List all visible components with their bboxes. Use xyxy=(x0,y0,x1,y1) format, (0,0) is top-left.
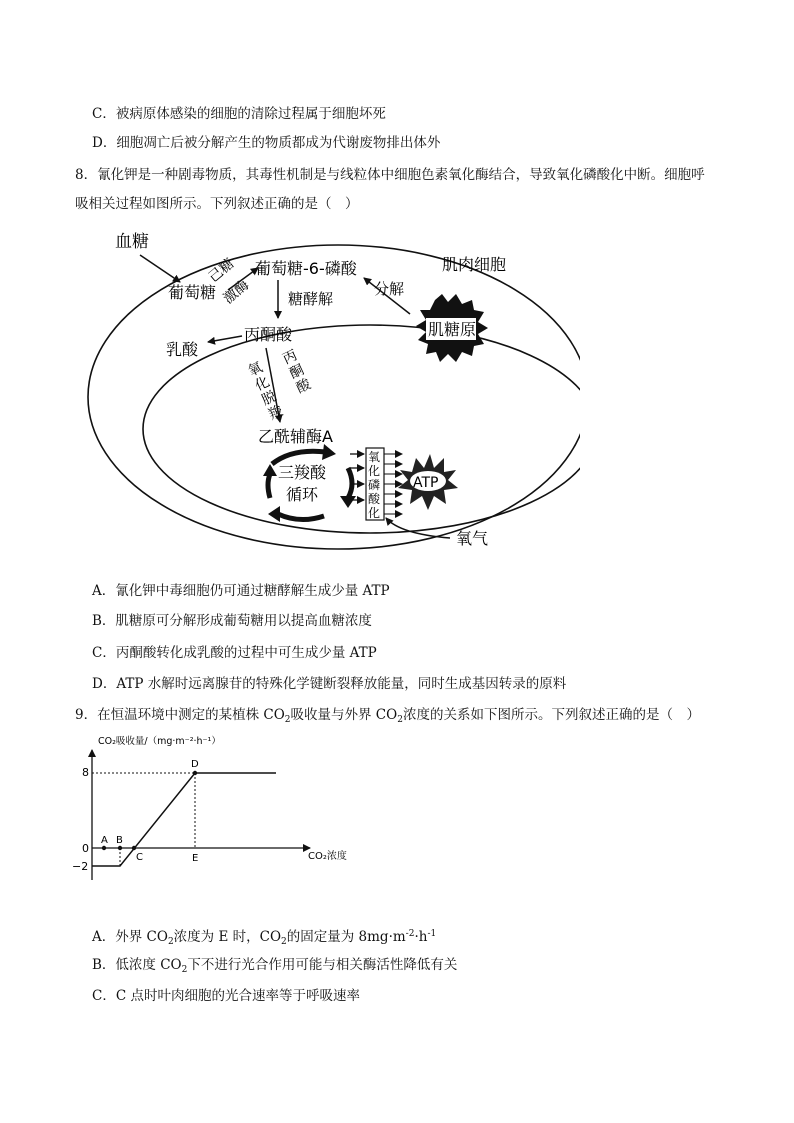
q7-option-d: D．细胞凋亡后被分解产生的物质都成为代谢废物排出体外 xyxy=(92,135,441,151)
label-point-a: A xyxy=(101,835,108,846)
label-oxygen: 氧气 xyxy=(456,529,489,548)
label-pyruvate: 丙酮酸 xyxy=(244,325,293,344)
cell-respiration-diagram xyxy=(80,222,580,567)
arrow-blood-to-glucose xyxy=(140,255,180,282)
label-hexokinase-1: 己糖 xyxy=(205,255,238,286)
label-oxidative-decarb xyxy=(246,359,287,423)
label-pyruvate-vertical xyxy=(280,347,314,397)
label-glycolysis: 糖酵解 xyxy=(288,290,334,308)
label-hexokinase-2: 激酶 xyxy=(220,276,253,308)
svg-text:酮: 酮 xyxy=(287,361,307,383)
y-tick-0: 0 xyxy=(82,842,89,855)
arrows-to-atp xyxy=(384,454,402,514)
q9-option-b: B．低浓度 $CO_2$下不进行光合作用可能与相关酶活性降低有关 xyxy=(92,957,458,975)
svg-text:化: 化 xyxy=(252,373,273,395)
label-tca-1: 三羧酸 xyxy=(278,463,327,482)
q8-option-b: B．肌糖原可分解形成葡萄糖用以提高血糖浓度 xyxy=(92,613,372,629)
q8-stem-line2: 吸相关过程如图所示。下列叙述正确的是（ ） xyxy=(75,196,359,212)
label-point-d: D xyxy=(191,759,199,770)
svg-text:脱: 脱 xyxy=(259,388,279,409)
label-decompose: 分解 xyxy=(374,280,405,298)
q8-option-a: A．氰化钾中毒细胞仍可通过糖酵解生成少量 ATP xyxy=(92,583,390,599)
point-b xyxy=(118,846,122,850)
co2-absorption-chart xyxy=(70,730,350,880)
svg-text:磷: 磷 xyxy=(368,478,381,492)
tca-cycle-arrowheads xyxy=(263,444,356,522)
q8-option-d: D．ATP 水解时远离腺苷的特殊化学键断裂释放能量，同时生成基因转录的原料 xyxy=(92,676,567,692)
chart-xlabel: CO₂浓度 xyxy=(308,851,347,862)
label-blood-sugar: 血糖 xyxy=(115,232,149,252)
label-muscle-cell: 肌肉细胞 xyxy=(442,255,507,274)
q9-option-c: C．C 点时叶肉细胞的光合速率等于呼吸速率 xyxy=(92,988,360,1004)
q7-option-c: C．被病原体感染的细胞的清除过程属于细胞坏死 xyxy=(92,106,386,122)
arrow-pyruvate-to-lactate xyxy=(208,336,242,342)
point-d xyxy=(193,771,197,775)
svg-text:化: 化 xyxy=(368,464,381,478)
label-g6p: 葡萄糖-6-磷酸 xyxy=(255,259,357,278)
svg-text:酸: 酸 xyxy=(368,492,381,506)
svg-text:丙: 丙 xyxy=(280,347,300,368)
q8-option-c: C．丙酮酸转化成乳酸的过程中可生成少量 ATP xyxy=(92,645,377,661)
svg-text:氧: 氧 xyxy=(245,359,266,380)
label-atp: ATP xyxy=(413,475,439,491)
point-a xyxy=(102,846,106,850)
label-point-b: B xyxy=(116,835,123,846)
label-ox-phos xyxy=(368,450,381,520)
svg-text:羧: 羧 xyxy=(266,402,286,424)
y-tick-neg2: −2 xyxy=(72,860,89,873)
label-point-e: E xyxy=(192,853,199,864)
q9-stem: 9．在恒温环境中测定的某植株 $CO_2$吸收量与外界 $CO_2$浓度的关系如下图所示。下列叙述正确的是（ ） xyxy=(75,707,700,725)
q9-option-a: A．外界 $CO_2$浓度为 E 时，$CO_2$的固定量为 $8mg\cdot m^{-2}\cdot h^{-1}$ xyxy=(92,929,437,947)
label-lactate: 乳酸 xyxy=(166,340,199,359)
muscle-cell-membrane xyxy=(88,245,580,549)
q8-stem-line1: 8．氰化钾是一种剧毒物质，其毒性机制是与线粒体中细胞色素氧化酶结合，导致氧化磷酸化中断。细胞呼 xyxy=(75,167,705,183)
label-glycogen: 肌糖原 xyxy=(428,320,477,339)
svg-text:酸: 酸 xyxy=(293,376,314,397)
y-tick-8: 8 xyxy=(82,766,89,779)
label-tca-2: 循环 xyxy=(286,485,319,504)
point-c xyxy=(132,846,136,850)
label-acetyl-coa: 乙酰辅酶A xyxy=(258,427,333,446)
label-point-c: C xyxy=(136,852,143,863)
chart-ylabel: CO₂吸收量/（mg·m⁻²·h⁻¹） xyxy=(98,736,221,747)
label-glucose: 葡萄糖 xyxy=(168,283,217,302)
svg-text:氧: 氧 xyxy=(368,450,381,464)
mitochondrion-membrane xyxy=(143,325,580,533)
svg-text:化: 化 xyxy=(368,506,381,520)
